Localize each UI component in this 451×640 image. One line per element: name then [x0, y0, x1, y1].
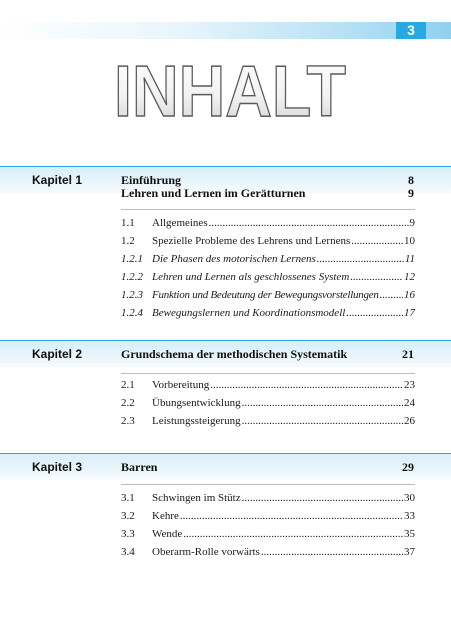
- toc-entry-title: Kehre: [152, 510, 179, 522]
- leader-dots: [346, 307, 403, 319]
- toc-entry-page: 37: [404, 546, 415, 558]
- toc-entry-title: Allgemeines: [152, 217, 208, 229]
- leader-dots: [183, 528, 403, 540]
- toc-entry-number: 2.2: [121, 397, 135, 409]
- page-number: 3: [407, 22, 415, 38]
- toc-entry-title: Funktion und Bedeutung der Bewegungsvorstellungen: [152, 289, 379, 301]
- leader-dots: [380, 289, 403, 301]
- header-gradient-band: [0, 22, 451, 39]
- toc-entry[interactable]: [121, 510, 415, 526]
- toc-entry-title: Leistungssteigerung: [152, 415, 241, 427]
- toc-entry-title: Spezielle Probleme des Lehrens und Lernens: [152, 235, 351, 247]
- toc-entry-page: 23: [404, 379, 415, 391]
- toc-entry[interactable]: [121, 415, 415, 431]
- toc-entry-title: Vorbereitung: [152, 379, 210, 391]
- toc-entry-page: 12: [404, 271, 415, 283]
- toc-entry-title: Oberarm-Rolle vorwärts: [152, 546, 260, 558]
- toc-entry-number: 3.3: [121, 528, 135, 540]
- chapter-band-2: [0, 340, 451, 367]
- toc-entry[interactable]: [121, 253, 415, 269]
- toc-entry-page: 33: [404, 510, 415, 522]
- chapter-title: Barren: [121, 460, 158, 474]
- leader-dots: [242, 415, 403, 427]
- toc-entry-page: 24: [404, 397, 415, 409]
- toc-entry-title: Übungsentwicklung: [152, 397, 241, 409]
- chapter-subtitle: Lehren und Lernen im Gerätturnen: [121, 186, 306, 200]
- toc-entry-number: 2.3: [121, 415, 135, 427]
- chapter-label: Kapitel 1: [32, 173, 83, 187]
- toc-entry-page: 10: [404, 235, 415, 247]
- leader-dots: [209, 217, 409, 229]
- toc-entry[interactable]: [121, 307, 415, 323]
- leader-dots: [261, 546, 403, 558]
- leader-dots: [210, 379, 403, 391]
- toc-entry-page: 16: [404, 289, 415, 301]
- toc-entry-title: Wende: [152, 528, 183, 540]
- toc-entry-number: 1.1: [121, 217, 135, 229]
- toc-entry-page: 26: [404, 415, 415, 427]
- leader-dots: [350, 271, 403, 283]
- toc-entry-page: 9: [409, 217, 415, 229]
- svg-text:INHALT: INHALT: [114, 56, 347, 122]
- chapter-page: 29: [402, 460, 414, 474]
- toc-entry[interactable]: [121, 492, 415, 508]
- leader-dots: [242, 492, 403, 504]
- leader-dots: [242, 397, 403, 409]
- page-title: [110, 56, 350, 122]
- toc-entry[interactable]: [121, 546, 415, 562]
- toc-entry-title: Die Phasen des motorischen Lernens: [152, 253, 316, 265]
- toc-entry[interactable]: [121, 528, 415, 544]
- toc-entry-number: 1.2.3: [121, 289, 143, 301]
- chapter-title: Grundschema der methodischen Systematik: [121, 347, 348, 361]
- toc-entry-title: Bewegungslernen und Koordinationsmodell: [152, 307, 346, 319]
- toc-entry-title: Lehren und Lernen als geschlossenes System: [152, 271, 350, 283]
- toc-entry[interactable]: [121, 397, 415, 413]
- toc-entry-title: Schwingen im Stütz: [152, 492, 241, 504]
- leader-dots: [351, 235, 403, 247]
- toc-entry-number: 3.2: [121, 510, 135, 522]
- chapter-page: 21: [402, 347, 414, 361]
- chapter-label: Kapitel 3: [32, 460, 83, 474]
- toc-entry-number: 1.2.4: [121, 307, 143, 319]
- divider: [121, 484, 415, 485]
- toc-entry-number: 1.2.1: [121, 253, 143, 265]
- toc-entry-number: 1.2.2: [121, 271, 143, 283]
- divider: [121, 373, 415, 374]
- toc-entry-page: 35: [404, 528, 415, 540]
- chapter-subtitle-page: 9: [408, 186, 414, 200]
- toc-entry-page: 11: [404, 253, 415, 265]
- toc-entry[interactable]: [121, 235, 415, 251]
- toc-entry-number: 2.1: [121, 379, 135, 391]
- toc-entry[interactable]: [121, 379, 415, 395]
- toc-entry-number: 3.4: [121, 546, 135, 558]
- leader-dots: [180, 510, 403, 522]
- chapter-label: Kapitel 2: [32, 347, 83, 361]
- chapter-band-3: [0, 453, 451, 480]
- toc-entry-page: 30: [404, 492, 415, 504]
- divider: [121, 209, 415, 210]
- toc-entry-page: 17: [404, 307, 415, 319]
- toc-entry[interactable]: [121, 289, 415, 305]
- chapter-title: Einführung: [121, 173, 182, 187]
- toc-entry-number: 1.2: [121, 235, 135, 247]
- toc-entry-number: 3.1: [121, 492, 135, 504]
- chapter-page: 8: [408, 173, 414, 187]
- toc-entry[interactable]: [121, 217, 415, 233]
- toc-entry[interactable]: [121, 271, 415, 287]
- leader-dots: [317, 253, 404, 265]
